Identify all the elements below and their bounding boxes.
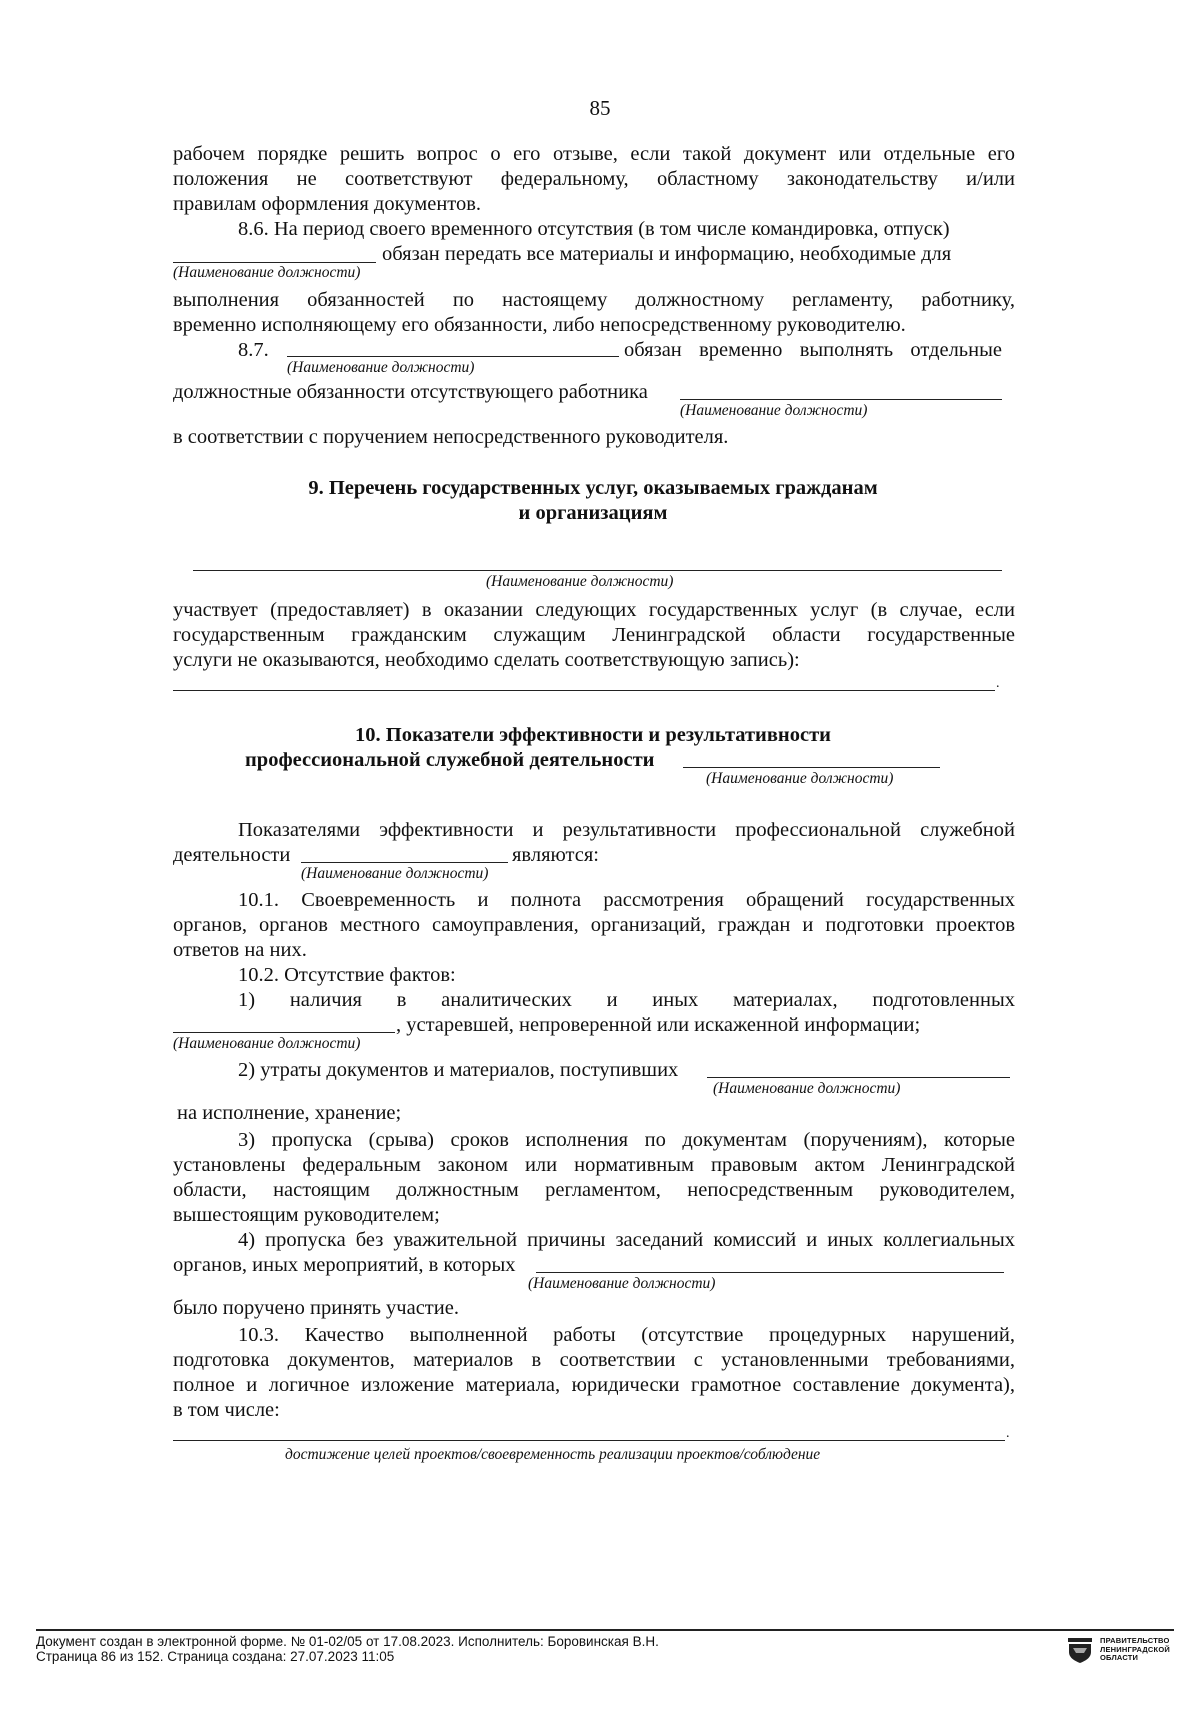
item-4-caption: (Наименование должности) [528, 1275, 716, 1292]
p86-line-4: временно исполняющему его обязанности, либо непосредственному руководителю. [173, 314, 906, 336]
p87-number: 8.7. [238, 339, 269, 361]
p86-caption: (Наименование должности) [173, 264, 361, 281]
p87-caption-1: (Наименование должности) [287, 359, 475, 376]
section-10-intro-caption: (Наименование должности) [301, 865, 489, 882]
section-9-title-line-2: и организациям [518, 502, 668, 524]
item-1-caption: (Наименование должности) [173, 1035, 361, 1052]
page-number: 85 [589, 96, 611, 120]
intro-line-3: правилам оформления документов. [173, 193, 482, 215]
intro-line-2: положения не соответствуют федеральному, областному законодательству и/или [173, 168, 1015, 190]
logo-text-line-3: ОБЛАСТИ [1100, 1653, 1139, 1662]
item-1-line-1: 1) наличия в аналитических и иных материалах, подготовленных [238, 989, 1015, 1011]
section-10-title-line-2: профессиональной служебной деятельности [245, 749, 655, 771]
section-9-line-3: услуги не оказываются, необходимо сделать соответствующую запись): [173, 649, 800, 671]
p86-line-2: обязан передать все материалы и информацию, необходимые для [382, 243, 952, 265]
item-1-blank [173, 1032, 395, 1033]
section-9-services-blank [173, 690, 995, 691]
section-10-title-line-1: 10. Показатели эффективности и результативности [355, 724, 831, 746]
p101-line-1: 10.1. Своевременность и полнота рассмотрения обращений государственных [238, 889, 1015, 911]
section-9-blank [193, 570, 1002, 571]
p86-line-3: выполнения обязанностей по настоящему должностному регламенту, работнику, [173, 289, 1015, 311]
p103-bottom-caption: достижение целей проектов/своевременность реализации проектов/соблюдение [285, 1446, 821, 1463]
section-9-caption: (Наименование должности) [486, 573, 674, 590]
p87-line-3: в соответствии с поручением непосредственного руководителя. [173, 426, 729, 448]
section-10-intro-blank [301, 862, 508, 863]
p103-end-dot: . [1006, 1426, 1010, 1441]
item-3-line-1: 3) пропуска (срыва) сроков исполнения по документам (поручениям), которые [238, 1129, 1015, 1151]
p103-line-3: полное и логичное изложение материала, юридически грамотное составление документа), [173, 1374, 1015, 1396]
section-9-end-dot: . [996, 676, 1000, 691]
footer-line-1: Документ создан в электронной форме. № 01-02/05 от 17.08.2023. Исполнитель: Боровинская В.Н. [36, 1634, 659, 1649]
section-10-intro-line-2a: деятельности [173, 844, 291, 866]
p103-line-4: в том числе: [173, 1399, 280, 1421]
item-3-line-3: области, настоящим должностным регламентом, непосредственным руководителем, [173, 1179, 1015, 1201]
footer-rule [36, 1629, 1174, 1631]
p102-line: 10.2. Отсутствие фактов: [238, 964, 456, 986]
item-3-line-4: вышестоящим руководителем; [173, 1204, 440, 1226]
p86-line-1: 8.6. На период своего временного отсутствия (в том числе командировка, отпуск) [238, 218, 950, 240]
p87-blank-2 [680, 399, 1002, 400]
item-4-line-1: 4) пропуска без уважительной причины заседаний комиссий и иных коллегиальных [238, 1229, 1015, 1251]
item-2-line-1: 2) утраты документов и материалов, поступивших [238, 1059, 679, 1081]
item-2-blank [707, 1077, 1010, 1078]
item-4-blank [536, 1272, 1004, 1273]
footer-line-2: Страница 86 из 152. Страница создана: 27.07.2023 11:05 [36, 1649, 395, 1664]
p86-blank-1 [173, 262, 376, 263]
p87-line-1: обязан временно выполнять отдельные [624, 339, 1002, 361]
section-9-line-1: участвует (предоставляет) в оказании следующих государственных услуг (в случае, если [173, 599, 1015, 621]
item-4-line-2: органов, иных мероприятий, в которых [173, 1254, 516, 1276]
item-2-caption: (Наименование должности) [713, 1080, 901, 1097]
section-10-intro-line-2b: являются: [512, 844, 599, 866]
p87-line-2: должностные обязанности отсутствующего работника [173, 381, 648, 403]
p87-blank-1 [287, 356, 619, 357]
item-1-line-2: , устаревшей, непроверенной или искаженной информации; [396, 1014, 921, 1036]
coat-of-arms-icon [1066, 1636, 1094, 1664]
item-3-line-2: установлены федеральным законом или нормативным правовым актом Ленинградской [173, 1154, 1015, 1176]
intro-line-1: рабочем порядке решить вопрос о его отзыве, если такой документ или отдельные его [173, 143, 1015, 165]
section-10-title-blank [683, 767, 940, 768]
section-9-line-2: государственным гражданским служащим Ленинградской области государственные [173, 624, 1015, 646]
section-10-intro-line-1: Показателями эффективности и результативности профессиональной служебной [238, 819, 1015, 841]
p87-caption-2: (Наименование должности) [680, 402, 868, 419]
item-2-line-2: на исполнение, хранение; [177, 1102, 402, 1124]
p103-line-2: подготовка документов, материалов в соответствии с установленными требованиями, [173, 1349, 1015, 1371]
p103-line-1: 10.3. Качество выполненной работы (отсутствие процедурных нарушений, [238, 1324, 1015, 1346]
government-logo-text [1100, 1637, 1170, 1663]
item-4-line-3: было поручено принять участие. [173, 1297, 459, 1319]
logo-text-line-1: ПРАВИТЕЛЬСТВО [1100, 1636, 1170, 1645]
section-9-title-line-1: 9. Перечень государственных услуг, оказываемых гражданам [308, 477, 878, 499]
logo-text-line-2: ЛЕНИНГРАДСКОЙ [1100, 1644, 1170, 1654]
p101-line-3: ответов на них. [173, 939, 307, 961]
section-10-title-caption: (Наименование должности) [706, 770, 894, 787]
p101-line-2: органов, органов местного самоуправления, организаций, граждан и подготовки проектов [173, 914, 1015, 936]
p103-blank [173, 1440, 1005, 1441]
